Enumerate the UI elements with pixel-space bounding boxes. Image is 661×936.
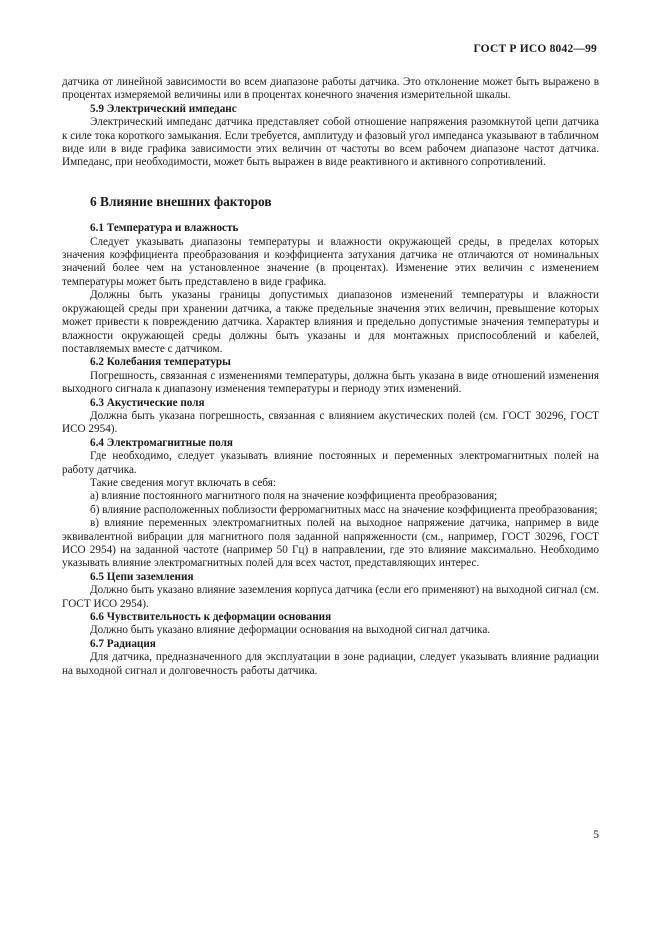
paragraph: Следует указывать диапазоны температуры и влажности окружающей среды, в пределах которых значения коэффициента преобразования и коэффициента затухания датчика не отличаются от номинальных значений более чем на установленное значение (в процентах). Изменение этих величин с изменением температуры может быть представлено в виде графика. xyxy=(62,235,599,288)
paragraph: Должны быть указаны границы допустимых диапазонов изменений температуры и влажности окружающей среды при хранении датчика, а также предельные значения этих величин, превышение которых может привести к повреждению датчика. Характер влияния и предельно допустимые значения температуры и влажности окружающей среды должны быть указаны и для монтажных приспособлений и кабелей, поставляемых вместе с датчиком. xyxy=(62,289,599,355)
paragraph: Для датчика, предназначенного для эксплуатации в зоне радиации, следует указывать влияние радиации на выходной сигнал и долговечность работы датчика. xyxy=(62,651,599,677)
list-item-b: б) влияние расположенных поблизости ферромагнитных масс на значение коэффициента преобразования; xyxy=(90,503,598,516)
paragraph: Должно быть указано влияние заземления корпуса датчика (если его применяют) на выходной сигнал (см. ГОСТ ИСО 2954). xyxy=(62,584,599,610)
list-item-c: в) влияние переменных электромагнитных полей на выходное напряжение датчика, например в виде эквивалентной вибрации для магнитного поля заданной напряженности (см., например, ГОСТ 30296, ГОСТ ИСО 2954) на заданной частоте (например 50 Гц) в направлении, где это влияние максимально. Необходимо указывать влияние электромагнитных полей для всех частот, представляющих интерес. xyxy=(62,517,599,570)
section-heading-6: 6 Влияние внешних факторов xyxy=(90,193,272,209)
subsection-heading-6-5: 6.5 Цепи заземления xyxy=(90,570,194,583)
subsection-heading-6-2: 6.2 Колебания температуры xyxy=(90,356,231,369)
paragraph: Погрешность, связанная с изменениями температуры, должна быть указана в виде отношений изменения выходного сигнала к диапазону изменения температуры и периоду этих изменений. xyxy=(62,369,599,396)
paragraph: Такие сведения могут включать в себя: xyxy=(90,476,276,489)
list-item-a: а) влияние постоянного магнитного поля на значение коэффициента преобразования; xyxy=(90,490,498,503)
subsection-heading-6-6: 6.6 Чувствительность к деформации основания xyxy=(90,611,332,624)
subsection-heading-6-1: 6.1 Температура и влажность xyxy=(90,222,239,235)
paragraph: Где необходимо, следует указывать влияние постоянных и переменных электромагнитных полей на работу датчика. xyxy=(62,450,599,476)
page-header-doc-id: ГОСТ Р ИСО 8042—99 xyxy=(473,43,597,55)
subsection-heading-5-9: 5.9 Электрический импеданс xyxy=(90,102,237,115)
subsection-heading-6-7: 6.7 Радиация xyxy=(90,637,156,650)
document-body xyxy=(62,76,599,678)
subsection-heading-6-4: 6.4 Электромагнитные поля xyxy=(90,436,233,449)
paragraph: Электрический импеданс датчика представляет собой отношение напряжения разомкнутой цепи датчика к силе тока короткого замыкания. Если требуется, амплитуду и фазовый угол импеданса указывают в табличном виде или в виде графика зависимости этих величин от частоты во всем рабочем диапазоне частот датчика. Импеданс, при необходимости, может быть выражен в виде реактивного и активного сопротивлений. xyxy=(62,116,599,169)
paragraph: Должно быть указано влияние деформации основания на выходной сигнал датчика. xyxy=(90,624,491,637)
page-number: 5 xyxy=(593,829,599,841)
subsection-heading-6-3: 6.3 Акустические поля xyxy=(90,396,205,409)
paragraph: Должна быть указана погрешность, связанная с влиянием акустических полей (см. ГОСТ 30296, ГОСТ ИСО 2954). xyxy=(62,409,599,436)
paragraph-continuation: датчика от линейной зависимости во всем диапазоне работы датчика. Это отклонение может быть выражено в процентах измеряемой величины или в процентах конечного значения измерительной шкалы. xyxy=(62,76,599,102)
